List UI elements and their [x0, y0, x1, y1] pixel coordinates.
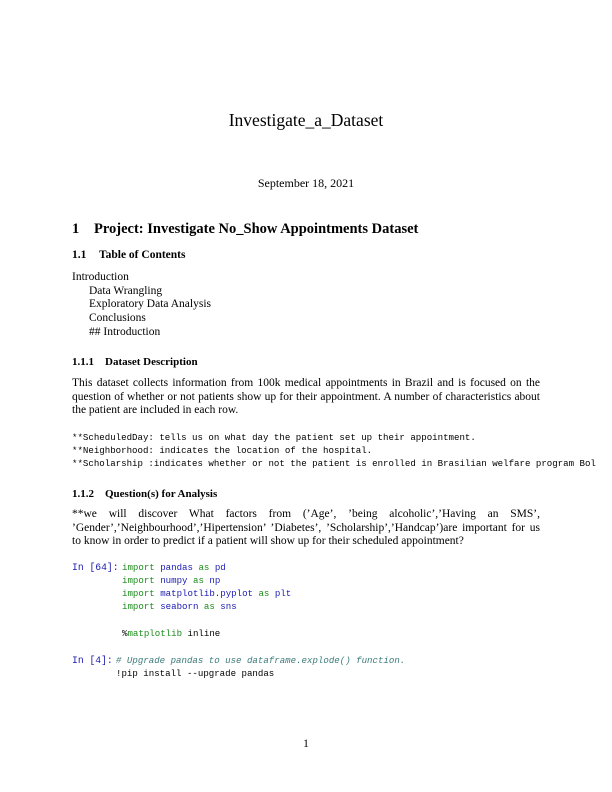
subsubsection-title: Question(s) for Analysis [105, 488, 218, 500]
magic-percent: % [122, 628, 128, 639]
document-date: September 18, 2021 [257, 176, 355, 190]
code-line-import-numpy [122, 575, 220, 586]
keyword: import [122, 601, 155, 612]
magic-arg: inline [182, 628, 221, 639]
toc-item-introduction[interactable]: Introduction [72, 271, 129, 283]
subsection-title: Table of Contents [99, 249, 186, 261]
cell-prompt-64: In [64]: [72, 562, 119, 573]
section-number: 1 [72, 221, 80, 237]
keyword: as [203, 601, 215, 612]
module: matplotlib.pyplot [160, 588, 253, 599]
keyword: import [122, 562, 155, 573]
keyword: import [122, 575, 155, 586]
code-line-import-seaborn [122, 601, 237, 612]
alias: plt [274, 588, 292, 599]
page-number: 1 [303, 738, 309, 750]
code-line-neighborhood: **Neighborhood: indicates the location of the hospital. [72, 445, 373, 456]
module: numpy [160, 575, 188, 586]
module: seaborn [160, 601, 199, 612]
subsubsection-number: 1.1.1 [72, 356, 94, 368]
questions-paragraph: **we will discover What factors from (’Age’, ’being alcoholic’,’Having an SMS’, ’Gender’,’Neighbourhood’,’Hipertension’ ’Diabetes’, ’Scholarship’,’Handcap’)are important for us to know in order to predict if a patient will show up for their scheduled appointment? [72, 508, 540, 548]
dataset-description-paragraph: This dataset collects information from 100k medical appointments in Brazil and is focused on the question of whether or not patients show up for their appointment. A number of characteristics about the patient are included in each row. [72, 377, 540, 417]
code-line-import-matplotlib [122, 588, 291, 599]
magic-name: matplotlib [127, 628, 183, 639]
subsection-heading-toc [72, 249, 185, 261]
section-title: Project: Investigate No_Show Appointments Dataset [94, 221, 419, 237]
subsubsection-heading-dataset [72, 356, 198, 368]
toc-item-data-wrangling[interactable]: Data Wrangling [89, 285, 163, 297]
code-line-pip-install: !pip install --upgrade pandas [116, 668, 275, 679]
cell-prompt-4: In [4]: [72, 655, 113, 666]
subsubsection-heading-questions [72, 488, 217, 500]
toc-item-conclusions[interactable]: Conclusions [89, 312, 146, 324]
document-title: Investigate_a_Dataset [228, 110, 384, 130]
keyword: as [198, 562, 210, 573]
subsection-number: 1.1 [72, 249, 87, 261]
alias: sns [220, 601, 237, 612]
toc-item-intro-heading: ## Introduction [89, 326, 161, 338]
code-line-import-pandas [122, 562, 226, 573]
code-comment: # Upgrade pandas to use dataframe.explode() function. [116, 655, 406, 666]
toc-item-eda[interactable]: Exploratory Data Analysis [89, 298, 212, 310]
subsubsection-title: Dataset Description [105, 356, 198, 368]
section-heading-project [72, 221, 418, 238]
code-line-matplotlib-inline [122, 628, 220, 639]
keyword: import [122, 588, 155, 599]
code-line-scholarship: **Scholarship :indicates whether or not the patient is enrolled in Brasilian welfare program Bol [72, 458, 596, 469]
module: pandas [160, 562, 193, 573]
alias: pd [214, 562, 226, 573]
keyword: as [192, 575, 204, 586]
code-line-scheduledday: **ScheduledDay: tells us on what day the patient set up their appointment. [72, 432, 476, 443]
keyword: as [258, 588, 270, 599]
subsubsection-number: 1.1.2 [72, 488, 94, 500]
alias: np [209, 575, 221, 586]
